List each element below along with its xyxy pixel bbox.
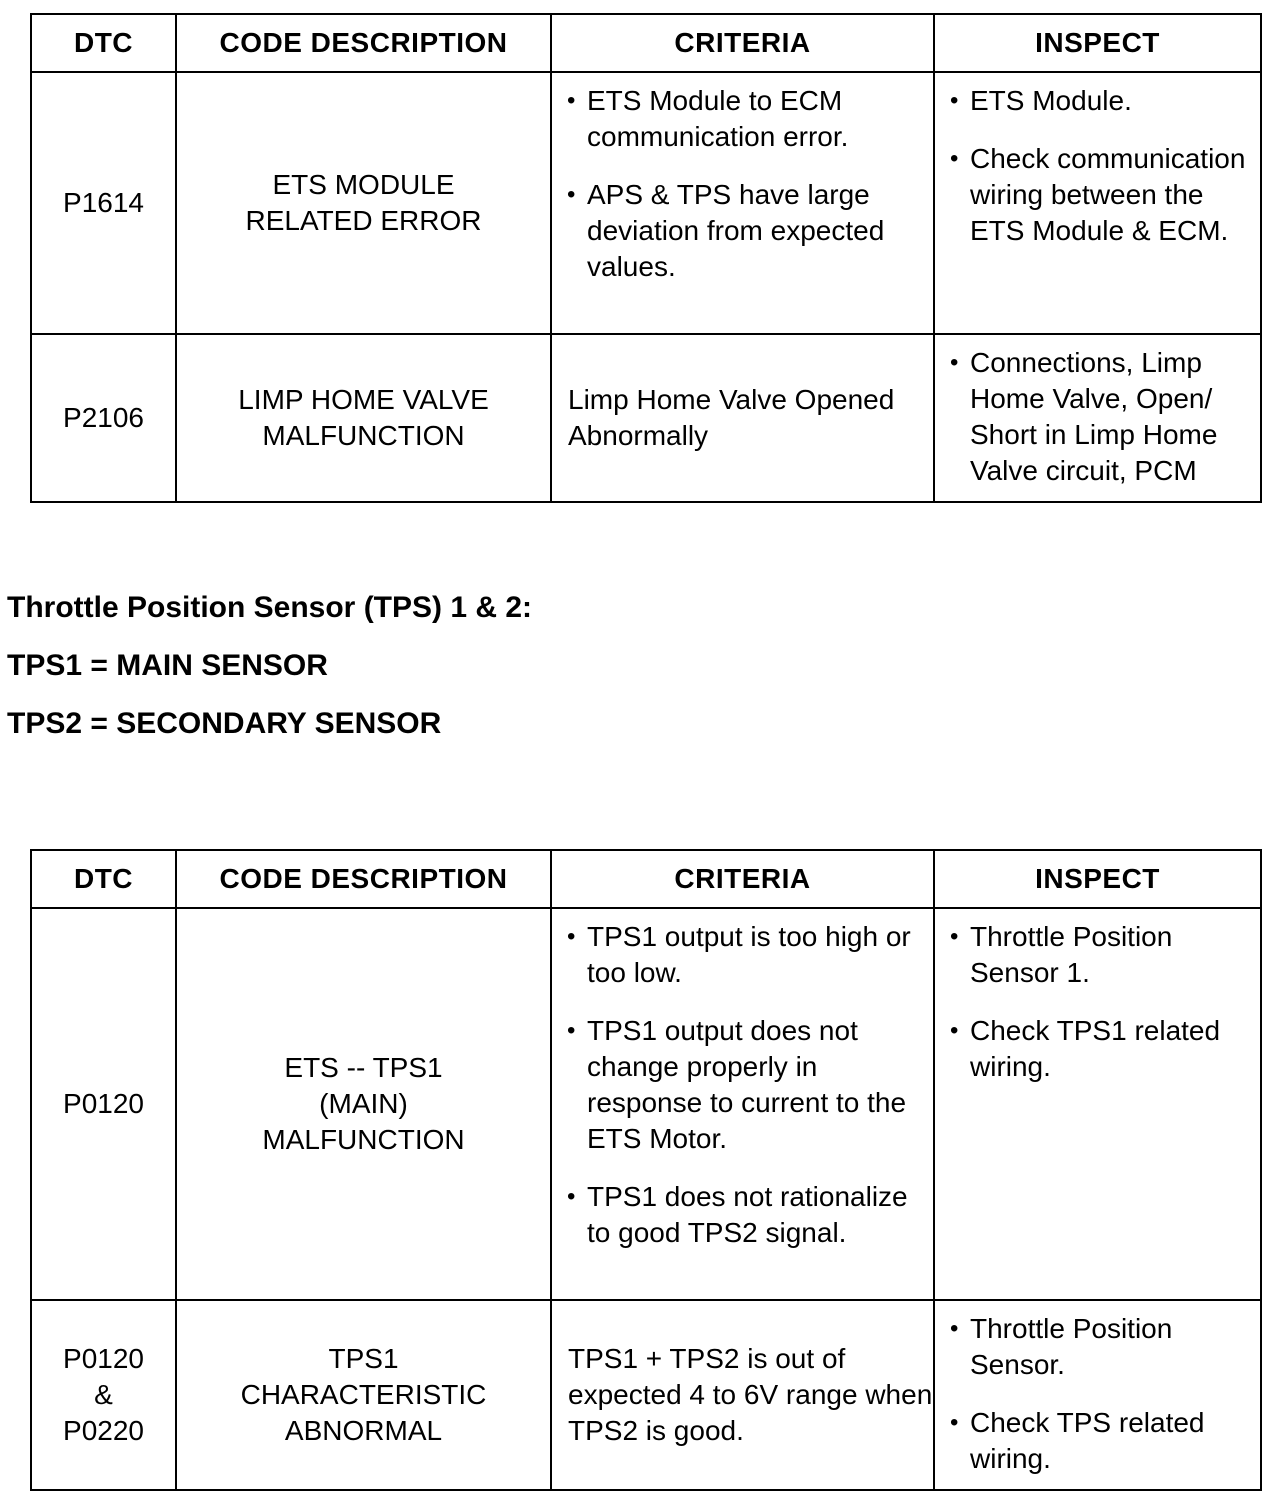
list-item: • Connections, Limp Home Valve, Open/ Short in Limp Home Valve circuit, PCM	[970, 345, 1252, 489]
inspect-cell	[934, 72, 1261, 334]
criteria-cell: TPS1 + TPS2 is out of expected 4 to 6V range when TPS2 is good.	[551, 1300, 934, 1490]
criteria-cell: Limp Home Valve Opened Abnormally	[551, 334, 934, 502]
criteria-cell	[551, 908, 934, 1300]
inspect-cell	[934, 1300, 1261, 1490]
table-header-row	[31, 850, 1261, 908]
code-description: ETS MODULE RELATED ERROR	[176, 72, 551, 334]
list-item: • TPS1 does not rationalize to good TPS2 signal.	[587, 1179, 923, 1251]
table-row	[31, 334, 1261, 502]
inspect-cell	[934, 908, 1261, 1300]
inspect-cell	[934, 334, 1261, 502]
list-item: • Check TPS related wiring.	[970, 1405, 1252, 1477]
section-title: Throttle Position Sensor (TPS) 1 & 2:	[7, 591, 533, 624]
list-item: • ETS Module.	[970, 83, 1252, 119]
section-line-tps1: TPS1 = MAIN SENSOR	[7, 649, 328, 682]
list-item: • APS & TPS have large deviation from expected values.	[587, 177, 923, 285]
header-inspect: INSPECT	[934, 14, 1261, 72]
dtc-code: P0120 & P0220	[31, 1300, 176, 1490]
code-description: TPS1 CHARACTERISTIC ABNORMAL	[176, 1300, 551, 1490]
list-item: • Check TPS1 related wiring.	[970, 1013, 1252, 1085]
header-dtc: DTC	[31, 850, 176, 908]
header-code-description: CODE DESCRIPTION	[176, 14, 551, 72]
dtc-code: P2106	[31, 334, 176, 502]
table-row	[31, 72, 1261, 334]
criteria-cell	[551, 72, 934, 334]
table-header-row	[31, 14, 1261, 72]
code-description: LIMP HOME VALVE MALFUNCTION	[176, 334, 551, 502]
header-inspect: INSPECT	[934, 850, 1261, 908]
list-item: • Throttle Position Sensor 1.	[970, 919, 1252, 991]
list-item: • TPS1 output is too high or too low.	[587, 919, 923, 991]
list-item: • Throttle Position Sensor.	[970, 1311, 1252, 1383]
dtc-table-1	[30, 13, 1262, 503]
dtc-table-2	[30, 849, 1262, 1491]
header-criteria: CRITERIA	[551, 14, 934, 72]
dtc-code: P1614	[31, 72, 176, 334]
list-item: • Check communication wiring between the ETS Module & ECM.	[970, 141, 1252, 249]
table-row	[31, 1300, 1261, 1490]
header-code-description: CODE DESCRIPTION	[176, 850, 551, 908]
code-description: ETS -- TPS1 (MAIN) MALFUNCTION	[176, 908, 551, 1300]
list-item: • ETS Module to ECM communication error.	[587, 83, 923, 155]
header-criteria: CRITERIA	[551, 850, 934, 908]
dtc-code: P0120	[31, 908, 176, 1300]
header-dtc: DTC	[31, 14, 176, 72]
table-row	[31, 908, 1261, 1300]
section-line-tps2: TPS2 = SECONDARY SENSOR	[7, 707, 442, 740]
list-item: • TPS1 output does not change properly in response to current to the ETS Motor.	[587, 1013, 923, 1157]
